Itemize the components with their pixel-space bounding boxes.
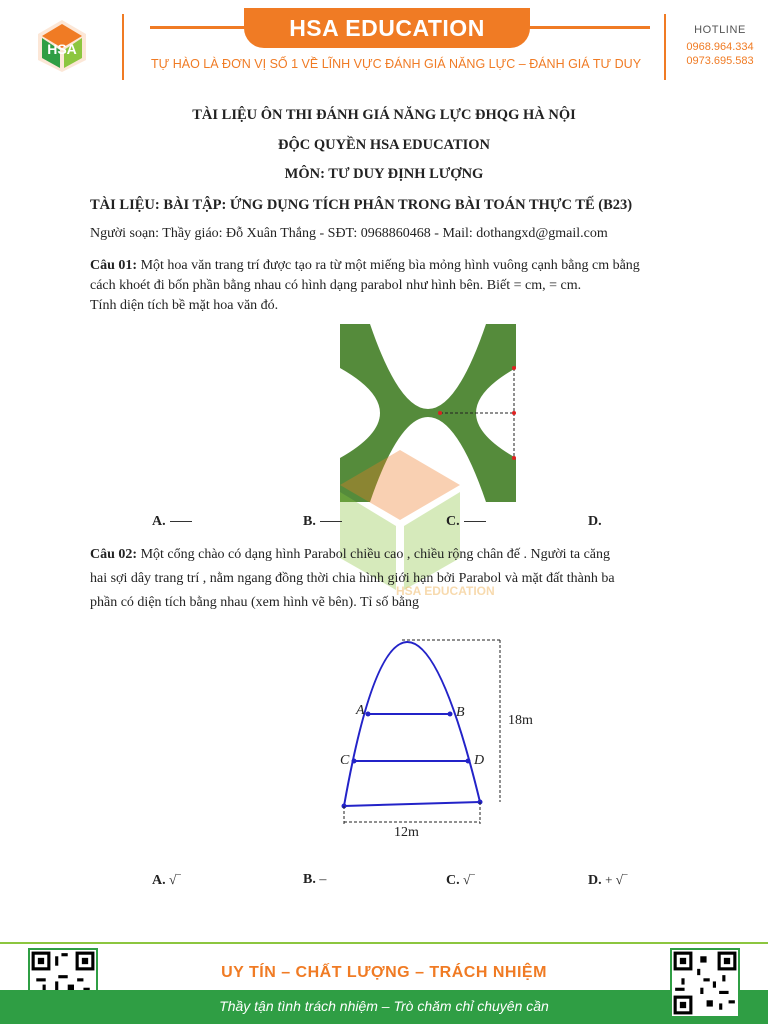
q2-answer-d[interactable]: D. + √‾ — [588, 872, 628, 888]
point-a — [366, 712, 371, 717]
watermark-text: HSA EDUCATION — [396, 584, 495, 598]
header-slogan: TỰ HÀO LÀ ĐƠN VỊ SỐ 1 VỀ LĨNH VỰC ĐÁNH GIÁ NĂNG LỰC – ĐÁNH GIÁ TƯ DUY — [150, 57, 642, 71]
label-width: 12m — [394, 825, 419, 840]
q1-answer-c[interactable]: C. — [446, 514, 486, 530]
label-height: 18m — [508, 713, 533, 728]
figure-parabolic-gate — [330, 630, 560, 845]
doc-topic: TÀI LIỆU: BÀI TẬP: ỨNG DỤNG TÍCH PHÂN TRONG BÀI TOÁN THỰC TẾ (B23) — [90, 197, 633, 213]
point-b — [448, 712, 453, 717]
label-a: A — [356, 703, 365, 718]
q1-answer-a[interactable]: A. — [152, 514, 192, 530]
question-2 — [90, 543, 710, 615]
question-1 — [90, 256, 710, 316]
q1-answer-d[interactable]: D. — [588, 514, 602, 529]
marker-point — [512, 456, 516, 460]
ground-line — [344, 802, 480, 806]
brand-banner — [244, 8, 530, 48]
question-1-line-3: Tính diện tích bề mặt hoa văn đó. — [90, 298, 279, 313]
marker-point — [512, 411, 516, 415]
doc-title-2: ĐỘC QUYỀN HSA EDUCATION — [277, 137, 491, 153]
parabola-curve — [344, 642, 480, 806]
hotline-number-1[interactable]: 0968.964.334 — [686, 41, 754, 53]
question-1-label: Câu 01: — [90, 258, 138, 273]
label-c: C — [340, 753, 350, 768]
hotline-number-2[interactable]: 0973.695.583 — [686, 55, 754, 67]
page-header — [0, 0, 768, 92]
footer-divider — [0, 942, 768, 944]
svg-text:HSA: HSA — [47, 41, 77, 57]
q2-answer-c[interactable]: C. √‾ — [446, 872, 475, 888]
q1-answer-b[interactable]: B. — [303, 514, 342, 530]
hsa-logo-icon — [34, 18, 90, 74]
question-2-line-2: hai sợi dây trang trí , nằm ngang đồng thời chia hình giới hạn bởi Parabol và mặt đất thành ba — [90, 571, 615, 586]
qr-code-icon[interactable] — [670, 948, 740, 1018]
q2-answer-a[interactable]: A. √‾ — [152, 872, 181, 888]
hotline-label: HOTLINE — [694, 24, 746, 36]
doc-title-3: MÔN: TƯ DUY ĐỊNH LƯỢNG — [284, 166, 484, 182]
hotline-box — [672, 24, 768, 68]
question-1-line-1: Một hoa văn trang trí được tạo ra từ một miếng bìa mỏng hình vuông cạnh bằng cm bằng — [137, 258, 640, 273]
question-2-line-1: Một cổng chào có dạng hình Parabol chiều cao , chiều rộng chân đế . Người ta căng — [137, 547, 611, 562]
header-divider-right — [664, 14, 666, 80]
footer-tagline: UY TÍN – CHẤT LƯỢNG – TRÁCH NHIỆM — [221, 964, 547, 981]
q2-answer-b[interactable]: B. – — [303, 872, 327, 887]
marker-point — [512, 366, 516, 370]
question-2-label: Câu 02: — [90, 547, 138, 562]
question-2-line-3: phần có diện tích bằng nhau (xem hình vẽ bên). Tỉ số bằng — [90, 595, 420, 610]
point-c — [352, 759, 357, 764]
label-d: D — [474, 753, 485, 768]
brand-name: HSA EDUCATION — [289, 14, 485, 41]
marker-point — [438, 411, 442, 415]
question-1-line-2: cách khoét đi bốn phần bằng nhau có hình dạng parabol như hình bên. Biết = cm, = cm. — [90, 278, 582, 293]
doc-author: Người soạn: Thầy giáo: Đỗ Xuân Thắng - SĐT: 0968860468 - Mail: dothangxd@gmail.com — [90, 226, 608, 241]
doc-title-1: TÀI LIỆU ÔN THI ĐÁNH GIÁ NĂNG LỰC ĐHQG HÀ NỘI — [192, 107, 576, 123]
point-d — [466, 759, 471, 764]
header-divider-left — [122, 14, 124, 80]
footer-subline: Thầy tận tình trách nhiệm – Trò chăm chỉ chuyên cần — [219, 998, 549, 1014]
label-b: B — [456, 705, 465, 720]
